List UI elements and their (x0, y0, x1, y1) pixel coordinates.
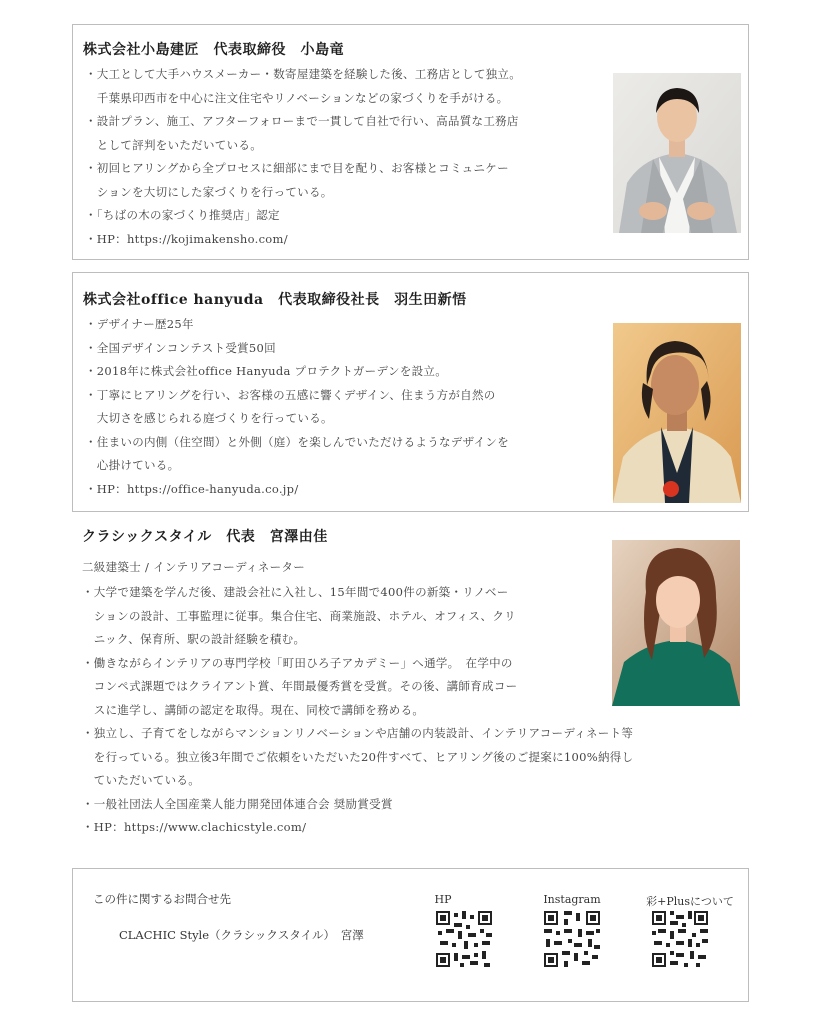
profile-line: ・全国デザインコンテスト受賞50回 (85, 340, 276, 355)
profile-line: ・大学で建築を学んだ後、建設会社に入社し、15年間で400件の新築・リノベー (82, 585, 509, 599)
profile-line: ・丁寧にヒアリングを行い、お客様の五感に響くデザイン、住まう方が自然の (85, 387, 496, 402)
profile-line: ニック、保育所、駅の設計経験を積む。 (82, 632, 306, 646)
profile-line: ションの設計、工事監理に従事。集合住宅、商業施設、ホテル、オフィス、クリ (82, 608, 516, 623)
profile-line: 大切さを感じられる庭づくりを行っている。 (85, 411, 333, 425)
profile-line: ていただいている。 (82, 773, 200, 787)
profile-line: スに進学し、講師の認定を取得。現在、同校で講師を務める。 (82, 702, 425, 717)
qr-label-hp: HP (434, 893, 452, 906)
profile-line: ・大工として大手ハウスメーカー・数寄屋建築を経験した後、工務店として独立。 (85, 67, 522, 81)
profile-line: ションを大切にした家づくりを行っている。 (85, 184, 333, 199)
profile-line: 千葉県印西市を中心に注文住宅やリノベーションなどの家づくりを手がける。 (85, 90, 509, 105)
profile-description (85, 313, 509, 501)
profile-description (82, 581, 633, 840)
contact-box (72, 868, 749, 1002)
profile-name: 株式会社小島建匠 代表取締役 小島竜 (83, 42, 344, 58)
profile-line: ・初回ヒアリングから全プロセスに細部にまで目を配り、お客様とコミュニケー (85, 161, 509, 175)
profile-line: ・「ちばの木の家づくり推奨店」認定 (85, 208, 280, 222)
profile-line: コンペ式課題ではクライアント賞、年間最優秀賞を受賞。その後、講師育成コー (82, 679, 518, 693)
qr-code-hp[interactable] (434, 909, 494, 969)
profile-card-hanyuda (72, 272, 749, 512)
profile-line: 心掛けている。 (85, 458, 180, 472)
profile-link[interactable]: ・HP：https://www.clachicstyle.com/ (82, 820, 307, 834)
profile-line: ・独立し、子育てをしながらマンションリノベーションや店舗の内装設計、インテリアコーディネート等 (82, 726, 634, 740)
profile-line: ・設計プラン、施工、アフターフォローまで一貫して自社で行い、高品質な工務店 (85, 114, 519, 128)
portrait-photo-kojima (613, 73, 741, 233)
profile-line: ・デザイナー歴25年 (85, 317, 194, 331)
profile-card-kojima (72, 24, 749, 260)
qr-code-about[interactable] (650, 909, 710, 969)
profile-line: として評判をいただいている。 (85, 137, 262, 152)
profile-link[interactable]: ・HP：https://office-hanyuda.co.jp/ (85, 481, 299, 496)
profile-line: ・働きながらインテリアの専門学校「町田ひろ子アカデミー」へ通学。 在学中の (82, 655, 513, 670)
profile-line: を行っている。独立後3年間でご依頼をいただいた20件すべて、ヒアリング後のご提案に100%納得し (82, 749, 634, 764)
profile-line: ・2018年に株式会社office Hanyuda プロテクトガーデンを設立。 (85, 364, 448, 378)
profile-name: 株式会社office hanyuda 代表取締役社長 羽生田新悟 (83, 292, 467, 308)
portrait-photo-miyazawa (612, 540, 740, 706)
qr-code-instagram[interactable] (542, 909, 602, 969)
contact-heading: この件に関するお問合せ先 (93, 892, 231, 906)
profile-section-miyazawa (72, 518, 749, 848)
profile-line: ・一般社団法人全国産業人能力開発団体連合会 奨励賞受賞 (82, 796, 393, 811)
profile-name: クラシックスタイル 代表 宮澤由佳 (82, 529, 328, 545)
profile-description (85, 63, 521, 251)
contact-company: CLACHIC Style（クラシックスタイル） 宮澤 (119, 928, 364, 942)
profile-subtitle: 二級建築士 / インテリアコーディネーター (82, 560, 305, 574)
portrait-photo-hanyuda (613, 323, 741, 503)
profile-line: ・住まいの内側（住空間）と外側（庭）を楽しんでいただけるようなデザインを (85, 434, 509, 449)
qr-label-instagram: Instagram (543, 893, 601, 906)
profile-link[interactable]: ・HP：https://kojimakensho.com/ (85, 231, 288, 246)
qr-label-about: 彩+Plusについて (646, 895, 734, 908)
